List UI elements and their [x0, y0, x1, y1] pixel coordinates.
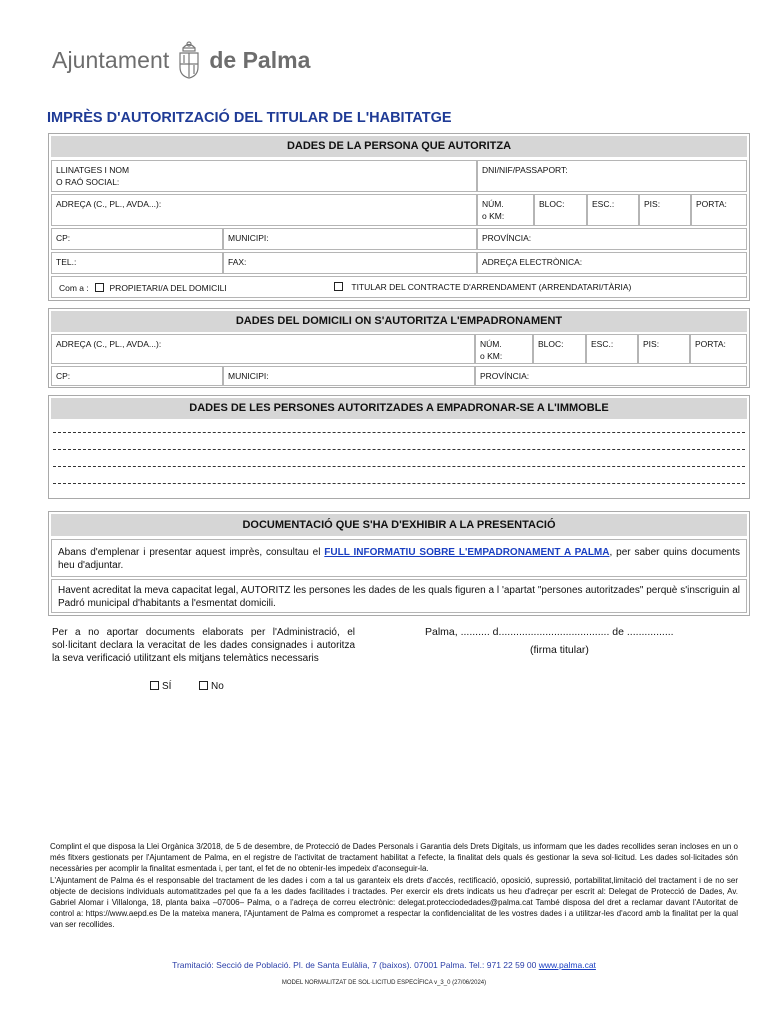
authorized-person-line-3[interactable] — [53, 466, 745, 467]
consent-options — [150, 681, 224, 692]
data-protection-notice — [50, 841, 738, 931]
coat-of-arms-icon — [175, 40, 203, 80]
consent-no-label: No — [211, 681, 224, 692]
email-field[interactable]: ADREÇA ELECTRÒNICA: — [477, 252, 747, 274]
role-label: Com a : — [59, 283, 89, 293]
door-field[interactable]: PORTA: — [691, 194, 747, 226]
domicile-address-field[interactable]: ADREÇA (C., PL., AVDA...): — [51, 334, 475, 364]
address-field[interactable]: ADREÇA (C., PL., AVDA...): — [51, 194, 477, 226]
consent-yes-checkbox[interactable] — [150, 681, 159, 690]
number-field[interactable]: NÚM. o KM: — [477, 194, 534, 226]
section-documentation — [48, 511, 750, 616]
legal-paragraph-2: L'Ajuntament de Palma és el responsable del tractament de les dades i com a tal us garanteix els drets d'accés, rectificació, oposició, supressió, portabilitat,limitació del tractament i de no ser objecte de decisions individuals automatitzades pel que fa a les dades facilitades i tractades. Per exercir els drets indicats us heu d'adreçar per escrit al: Delegat de Protecció de Dades, Av. Gabriel Alomar i Villalonga, 18, planta baixa –07006– Palma, o a l'adreça de correu electrònic: delegat.protecciodedades@palma.cat També disposa del dret a reclamar davant l'Autoritat de control a: https://www.aepd.es De la mateixa manera, l'Ajuntament de Palma es compromet a respectar la confidencialitat de les vostres dades i a utilitzar-les d'acord amb la finalitat per la qual van ser recollides. — [50, 875, 738, 930]
authorized-person-line-4[interactable] — [53, 483, 745, 484]
legal-paragraph-1: Complint el que disposa la Llei Orgànica 3/2018, de 5 de desembre, de Protecció de Dades Personals i Garantia dels Drets Digitals, us informam que les dades recollides seran incloses en un o més fitxers gestionats per l'Ajuntament de Palma, en el registre de l'activitat de tractament habilitat a l'efecte, la finalitat dels quals és gestionar la seva sol·licitud. Les dades sol·licitades són necessàries per acomplir la finalitat esmentada i, per tant, el fet de no obtenir-les impedeix d'aconseguir-la. — [50, 842, 738, 874]
document-title: IMPRÈS D'AUTORITZACIÓ DEL TITULAR DE L'HABITATGE — [47, 110, 452, 126]
floor-field[interactable]: PIS: — [639, 194, 691, 226]
section-heading: DADES DE LA PERSONA QUE AUTORITZA — [51, 136, 747, 157]
domicile-postal-code-field[interactable]: CP: — [51, 366, 223, 386]
section-heading: DADES DEL DOMICILI ON S'AUTORITZA L'EMPADRONAMENT — [51, 311, 747, 332]
domicile-number-field[interactable]: NÚM. o KM: — [475, 334, 533, 364]
section-authorized-persons — [48, 395, 750, 499]
authorization-statement: Havent acreditat la meva capacitat legal, AUTORITZ les persones les dades de les quals figuren a l 'apartat "persones autoritzades" perquè s'inscriguin al Padró municipal d'habitants a l'esmentat domicili. — [51, 579, 747, 613]
info-sheet-link[interactable]: FULL INFORMATIU SOBRE L'EMPADRONAMENT A PALMA — [324, 547, 610, 558]
signature-place-date[interactable]: Palma, .......... d...................................... de ................ — [425, 626, 674, 638]
domicile-floor-field[interactable]: PIS: — [638, 334, 690, 364]
section-authorizing-person — [48, 133, 750, 301]
documentation-info: Abans d'emplenar i presentar aquest imprès, consultau el FULL INFORMATIU SOBRE L'EMPADRONAMENT A PALMA, per saber quins documents heu d'adjuntar. — [51, 539, 747, 577]
section-heading: DOCUMENTACIÓ QUE S'HA D'EXHIBIR A LA PRESENTACIÓ — [51, 514, 747, 536]
postal-code-field[interactable]: CP: — [51, 228, 223, 250]
municipal-logo — [52, 40, 310, 80]
domicile-municipality-field[interactable]: MUNICIPI: — [223, 366, 475, 386]
stair-field[interactable]: ESC.: — [587, 194, 639, 226]
verification-consent-text: Per a no aportar documents elaborats per l'Administració, el sol·licitant declara la veracitat de les dades consignades i autoritza la seva verificació utilitzant els mitjans telemàtics necessaris — [52, 627, 355, 664]
logo-word-de-palma: de Palma — [209, 46, 311, 73]
municipality-field[interactable]: MUNICIPI: — [223, 228, 477, 250]
tenant-checkbox[interactable] — [334, 282, 343, 291]
authorized-person-line-2[interactable] — [53, 449, 745, 450]
name-field[interactable]: LLINATGES I NOM O RAÓ SOCIAL: — [51, 160, 477, 192]
section-heading: DADES DE LES PERSONES AUTORITZADES A EMPADRONAR-SE A L'IMMOBLE — [51, 398, 747, 419]
footer-tramitacio: Tramitació: Secció de Població. Pl. de Santa Eulàlia, 7 (baixos). 07001 Palma. Tel.: 971 22 59 00 www.palma.cat — [172, 960, 596, 970]
province-field[interactable]: PROVÍNCIA: — [477, 228, 747, 250]
footer-model-version: MODEL NORMALITZAT DE SOL·LICITUD ESPECÍFICA v_3_0 (27/06/2024) — [281, 980, 487, 986]
signature-caption: (firma titular) — [530, 644, 589, 656]
phone-field[interactable]: TEL.: — [51, 252, 223, 274]
logo-word-ajuntament: Ajuntament — [52, 46, 170, 73]
domicile-stair-field[interactable]: ESC.: — [586, 334, 638, 364]
domicile-block-field[interactable]: BLOC: — [533, 334, 586, 364]
section-domicile — [48, 308, 750, 388]
authorized-person-line-1[interactable] — [53, 432, 745, 433]
dni-field[interactable]: DNI/NIF/PASSAPORT: — [477, 160, 747, 192]
consent-yes-label: SÍ — [162, 681, 172, 692]
website-link[interactable]: www.palma.cat — [538, 960, 596, 970]
domicile-door-field[interactable]: PORTA: — [690, 334, 747, 364]
owner-option-label: PROPIETARI/A DEL DOMICILI — [109, 283, 227, 293]
block-field[interactable]: BLOC: — [534, 194, 587, 226]
tenant-option-label: TITULAR DEL CONTRACTE D'ARRENDAMENT (ARRENDATARI/TÀRIA) — [351, 282, 632, 292]
role-row — [51, 276, 747, 298]
owner-checkbox[interactable] — [95, 283, 104, 292]
fax-field[interactable]: FAX: — [223, 252, 477, 274]
domicile-province-field[interactable]: PROVÍNCIA: — [475, 366, 747, 386]
consent-no-checkbox[interactable] — [199, 681, 208, 690]
